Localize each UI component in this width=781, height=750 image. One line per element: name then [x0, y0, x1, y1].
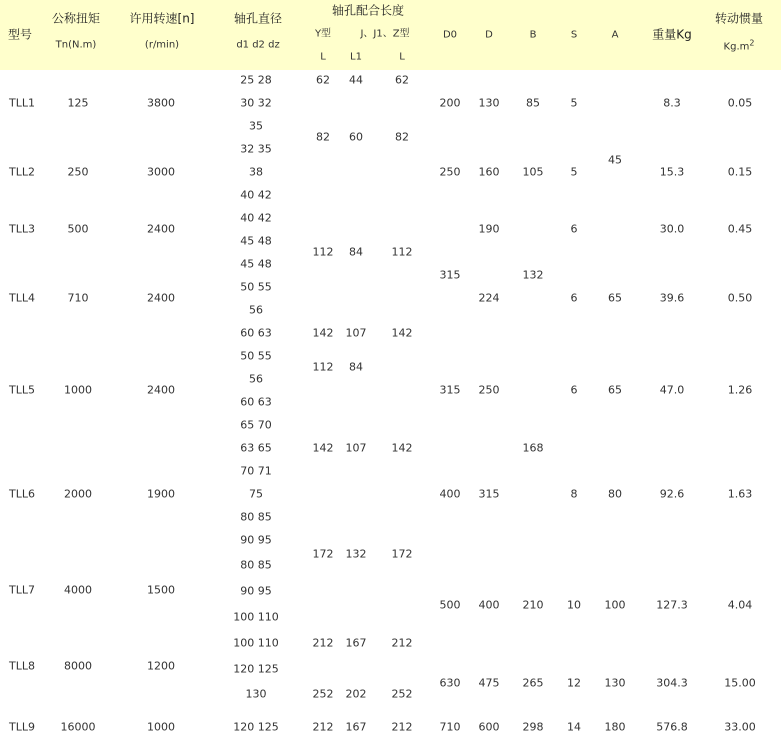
bore-cell: 120 125: [233, 662, 279, 676]
bore-cell: 40 42: [240, 188, 272, 202]
speed-cell: 2400: [147, 222, 175, 236]
d0-cell: 400: [439, 487, 461, 501]
model-cell: TLL3: [9, 222, 35, 236]
weight-cell: 8.3: [663, 96, 681, 110]
header-D: D: [485, 29, 493, 41]
speed-cell: 2400: [147, 383, 175, 397]
d-cell: 190: [478, 222, 500, 236]
d-cell: 130: [478, 96, 500, 110]
len-j-cell: 84: [349, 360, 363, 374]
bore-cell: 65 70: [240, 418, 272, 432]
a-cell: 80: [608, 487, 622, 501]
torque-cell: 16000: [60, 720, 96, 734]
bore-cell: 45 48: [240, 257, 272, 271]
header-L2: L: [399, 51, 405, 63]
len-z-cell: 252: [391, 687, 413, 701]
speed-cell: 3800: [147, 96, 175, 110]
d0-cell: 250: [439, 165, 461, 179]
len-j-cell: 107: [345, 441, 367, 455]
weight-cell: 30.0: [659, 222, 685, 236]
inertia-cell: 0.50: [727, 291, 753, 305]
inertia-cell: 1.26: [727, 383, 753, 397]
speed-cell: 1000: [147, 720, 175, 734]
len-z-cell: 142: [391, 326, 413, 340]
d0-cell: 710: [439, 720, 461, 734]
b-cell: 298: [522, 720, 544, 734]
bore-cell: 50 55: [240, 349, 272, 363]
a-cell: 100: [604, 598, 626, 612]
inertia-cell: 4.04: [727, 598, 753, 612]
speed-cell: 1900: [147, 487, 175, 501]
len-y-cell: 112: [312, 245, 334, 259]
len-j-cell: 60: [349, 130, 363, 144]
header-torque: 公称扭矩: [51, 11, 101, 26]
header-length: 轴孔配合长度: [331, 3, 405, 18]
torque-cell: 1000: [64, 383, 92, 397]
model-cell: TLL6: [9, 487, 35, 501]
a-cell: 130: [604, 676, 626, 690]
bore-cell: 80 85: [240, 558, 272, 572]
model-cell: TLL8: [9, 659, 35, 673]
len-z-cell: 212: [391, 720, 413, 734]
a-cell: 65: [608, 291, 622, 305]
len-z-cell: 172: [391, 547, 413, 561]
len-z-cell: 62: [395, 73, 409, 87]
torque-cell: 4000: [64, 583, 92, 597]
speed-cell: 3000: [147, 165, 175, 179]
d0-cell: 315: [439, 268, 461, 282]
bore-cell: 56: [249, 372, 263, 386]
torque-cell: 125: [67, 96, 89, 110]
torque-cell: 8000: [64, 659, 92, 673]
b-cell: 105: [522, 165, 544, 179]
len-z-cell: 142: [391, 441, 413, 455]
bore-cell: 100 110: [233, 610, 279, 624]
inertia-cell: 1.63: [727, 487, 753, 501]
header-weight: 重量Kg: [652, 27, 692, 42]
header-inertia: 转动惯量: [714, 11, 764, 26]
header-torque-unit: Tn(N.m): [55, 39, 97, 51]
bore-cell: 90 95: [240, 533, 272, 547]
header-L: L: [320, 51, 326, 63]
len-y-cell: 112: [312, 360, 334, 374]
model-cell: TLL2: [9, 165, 35, 179]
len-y-cell: 142: [312, 326, 334, 340]
model-cell: TLL9: [9, 720, 35, 734]
s-cell: 12: [567, 676, 581, 690]
header-speed-unit: (r/min): [144, 39, 180, 51]
a-cell: 45: [608, 153, 622, 167]
bore-cell: 75: [249, 487, 263, 501]
d-cell: 400: [478, 598, 500, 612]
len-z-cell: 212: [391, 636, 413, 650]
d-cell: 250: [478, 383, 500, 397]
torque-cell: 500: [67, 222, 89, 236]
a-cell: 65: [608, 383, 622, 397]
header-inertia-unit: $Kg.m^2$: [723, 38, 755, 53]
model-cell: TLL5: [9, 383, 35, 397]
len-j-cell: 202: [345, 687, 367, 701]
len-y-cell: 62: [316, 73, 330, 87]
header-A: A: [611, 29, 619, 41]
len-z-cell: 112: [391, 245, 413, 259]
len-y-cell: 142: [312, 441, 334, 455]
len-y-cell: 212: [312, 720, 334, 734]
len-y-cell: 252: [312, 687, 334, 701]
len-j-cell: 107: [345, 326, 367, 340]
header-B: B: [529, 29, 537, 41]
len-j-cell: 167: [345, 636, 367, 650]
bore-cell: 45 48: [240, 234, 272, 248]
weight-cell: 47.0: [659, 383, 685, 397]
header-jz-type: J、J1、Z型: [360, 28, 410, 40]
model-cell: TLL7: [9, 583, 35, 597]
bore-cell: 70 71: [240, 464, 272, 478]
header-L1: L1: [350, 51, 362, 63]
header-y-type: Y型: [314, 28, 332, 40]
len-j-cell: 44: [349, 73, 363, 87]
torque-cell: 710: [67, 291, 89, 305]
d-cell: 224: [478, 291, 500, 305]
inertia-cell: 15.00: [724, 676, 756, 690]
bore-cell: 90 95: [240, 584, 272, 598]
a-cell: 180: [604, 720, 626, 734]
bore-cell: 56: [249, 303, 263, 317]
inertia-cell: 33.00: [724, 720, 756, 734]
speed-cell: 2400: [147, 291, 175, 305]
s-cell: 10: [567, 598, 581, 612]
bore-cell: 100 110: [233, 636, 279, 650]
s-cell: 6: [570, 291, 578, 305]
header-S: S: [570, 29, 578, 41]
bore-cell: 50 55: [240, 280, 272, 294]
len-y-cell: 212: [312, 636, 334, 650]
len-j-cell: 84: [349, 245, 363, 259]
len-z-cell: 82: [395, 130, 409, 144]
s-cell: 6: [570, 383, 578, 397]
inertia-cell: 0.05: [727, 96, 753, 110]
header-bore: 轴孔直径: [233, 11, 283, 26]
inertia-cell: 0.45: [727, 222, 753, 236]
s-cell: 6: [570, 222, 578, 236]
d0-cell: 630: [439, 676, 461, 690]
bore-cell: 30 32: [240, 96, 272, 110]
bore-cell: 25 28: [240, 73, 272, 87]
weight-cell: 39.6: [659, 291, 685, 305]
inertia-cell: 0.15: [727, 165, 753, 179]
weight-cell: 304.3: [656, 676, 688, 690]
d-cell: 600: [478, 720, 500, 734]
weight-cell: 15.3: [659, 165, 685, 179]
model-cell: TLL4: [9, 291, 35, 305]
header-model: 型号: [7, 27, 33, 42]
s-cell: 8: [570, 487, 578, 501]
d-cell: 160: [478, 165, 500, 179]
header-bore-sub: d1 d2 dz: [236, 39, 280, 51]
len-j-cell: 167: [345, 720, 367, 734]
bore-cell: 120 125: [233, 720, 279, 734]
weight-cell: 127.3: [656, 598, 688, 612]
s-cell: 5: [570, 96, 578, 110]
speed-cell: 1500: [147, 583, 175, 597]
s-cell: 14: [567, 720, 581, 734]
torque-cell: 2000: [64, 487, 92, 501]
speed-cell: 1200: [147, 659, 175, 673]
bore-cell: 40 42: [240, 211, 272, 225]
d0-cell: 500: [439, 598, 461, 612]
bore-cell: 38: [249, 165, 263, 179]
header-D0: D0: [442, 29, 458, 41]
s-cell: 5: [570, 165, 578, 179]
model-cell: TLL1: [9, 96, 35, 110]
d-cell: 315: [478, 487, 500, 501]
bore-cell: 60 63: [240, 395, 272, 409]
b-cell: 210: [522, 598, 544, 612]
b-cell: 85: [526, 96, 540, 110]
b-cell: 132: [522, 268, 544, 282]
len-y-cell: 82: [316, 130, 330, 144]
bore-cell: 130: [245, 687, 267, 701]
d0-cell: 200: [439, 96, 461, 110]
bore-cell: 80 85: [240, 510, 272, 524]
len-j-cell: 132: [345, 547, 367, 561]
torque-cell: 250: [67, 165, 89, 179]
len-y-cell: 172: [312, 547, 334, 561]
d-cell: 475: [478, 676, 500, 690]
weight-cell: 576.8: [656, 720, 688, 734]
header-speed: 许用转速[n]: [129, 11, 195, 26]
bore-cell: 63 65: [240, 441, 272, 455]
b-cell: 168: [522, 441, 544, 455]
bore-cell: 32 35: [240, 142, 272, 156]
bore-cell: 60 63: [240, 326, 272, 340]
weight-cell: 92.6: [659, 487, 685, 501]
bore-cell: 35: [249, 119, 263, 133]
b-cell: 265: [522, 676, 544, 690]
d0-cell: 315: [439, 383, 461, 397]
